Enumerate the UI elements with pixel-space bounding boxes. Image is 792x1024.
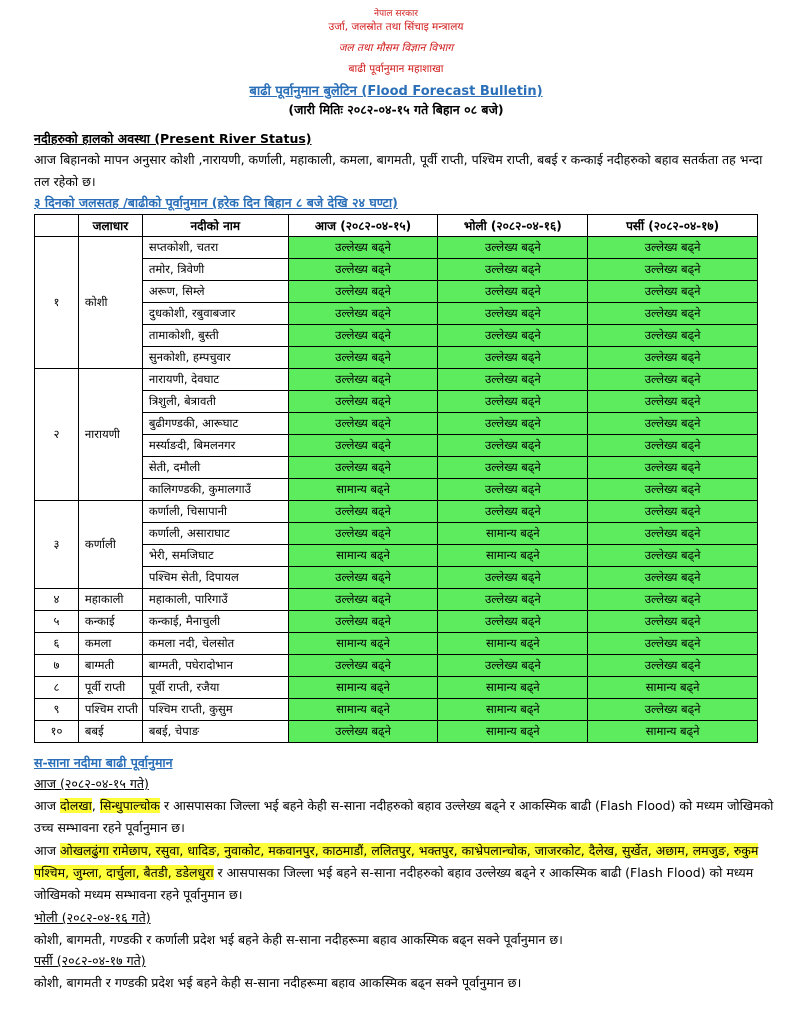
forecast-today: उल्लेख्य बढ्ने xyxy=(288,281,438,303)
forecast-table xyxy=(34,214,758,743)
forecast-tomorrow: उल्लेख्य बढ्ने xyxy=(438,237,588,259)
table-header-row xyxy=(35,215,758,237)
forecast-today: उल्लेख्य बढ्ने xyxy=(288,259,438,281)
river-station: पश्चिम सेती, दिपायल xyxy=(142,567,288,589)
forecast-today: उल्लेख्य बढ्ने xyxy=(288,501,438,523)
forecast-dayafter: उल्लेख्य बढ्ने xyxy=(588,545,758,567)
table-row xyxy=(35,545,758,567)
table-row xyxy=(35,699,758,721)
river-status-heading-text: नदीहरुको हालको अवस्था (Present River Status) xyxy=(34,131,312,146)
forecast-today: उल्लेख्य बढ्ने xyxy=(288,523,438,545)
forecast-tomorrow: उल्लेख्य बढ्ने xyxy=(438,501,588,523)
river-station: तामाकोशी, बुस्ती xyxy=(142,325,288,347)
col-header-basin: जलाधार xyxy=(78,215,142,237)
forecast-dayafter: उल्लेख्य बढ्ने xyxy=(588,347,758,369)
river-station: दुधकोशी, रबुवाबजार xyxy=(142,303,288,325)
table-row xyxy=(35,413,758,435)
forecast-today: सामान्य बढ्ने xyxy=(288,633,438,655)
tomorrow-label xyxy=(34,907,776,929)
river-station: कमला नदी, चेलसोत xyxy=(142,633,288,655)
forecast-tomorrow: उल्लेख्य बढ्ने xyxy=(438,413,588,435)
river-station: कर्णाली, असाराघाट xyxy=(142,523,288,545)
table-row xyxy=(35,369,758,391)
basin-name: बाग्मती xyxy=(78,655,142,677)
today-paragraph-2 xyxy=(34,840,776,906)
forecast-dayafter: उल्लेख्य बढ्ने xyxy=(588,237,758,259)
forecast-today: उल्लेख्य बढ्ने xyxy=(288,325,438,347)
forecast-tomorrow: उल्लेख्य बढ्ने xyxy=(438,479,588,501)
forecast-tomorrow: सामान्य बढ्ने xyxy=(438,545,588,567)
forecast-tomorrow: उल्लेख्य बढ्ने xyxy=(438,655,588,677)
forecast-tomorrow: उल्लेख्य बढ्ने xyxy=(438,281,588,303)
small-rivers-heading xyxy=(34,752,776,774)
table-row xyxy=(35,501,758,523)
river-station: भेरी, समजिघाट xyxy=(142,545,288,567)
forecast-tomorrow: सामान्य बढ्ने xyxy=(438,721,588,743)
forecast-today: उल्लेख्य बढ्ने xyxy=(288,435,438,457)
forecast-tomorrow: उल्लेख्य बढ्ने xyxy=(438,435,588,457)
col-header-tomorrow: भोली (२०८२-०४-१६) xyxy=(438,215,588,237)
forecast-today: उल्लेख्य बढ्ने xyxy=(288,457,438,479)
forecast-tomorrow: उल्लेख्य बढ्ने xyxy=(438,303,588,325)
tomorrow-label-text: भोली (२०८२-०४-१६ गते) xyxy=(34,910,151,925)
col-header-dayafter: पर्सी (२०८२-०४-१७) xyxy=(588,215,758,237)
forecast-tomorrow: उल्लेख्य बढ्ने xyxy=(438,589,588,611)
tomorrow-text: कोशी, बागमती, गण्डकी र कर्णाली प्रदेश भई बहने केही स-साना नदीहरूमा बहाव आकस्मिक बढ्न सक्ने पूर्वानुमान छ। xyxy=(34,932,563,947)
forecast-today: सामान्य बढ्ने xyxy=(288,479,438,501)
forecast-today: सामान्य बढ्ने xyxy=(288,677,438,699)
river-station: सेती, दमौली xyxy=(142,457,288,479)
river-station: सुनकोशी, हम्पचुवार xyxy=(142,347,288,369)
forecast-dayafter: उल्लेख्य बढ्ने xyxy=(588,699,758,721)
gov-line: नेपाल सरकार xyxy=(373,9,419,19)
today-p2-districts: ओखलढुंगा रामेछाप, रसुवा, धादिङ, नुवाकोट, मकवानपुर, काठमाडौं, ललितपुर, भक्तपुर, काभ्रेपलान्चोक, जाजरकोट, दैलेख, सुर्खेत, अछाम, लमजुङ, रुकुम पश्चिम, जुम्ला, दार्चुला, बैतडी, डडेलधुरा xyxy=(34,843,759,880)
river-station: पश्चिम राप्ती, कुसुम xyxy=(142,699,288,721)
basin-number: १ xyxy=(35,237,79,369)
dayafter-label xyxy=(34,950,776,972)
forecast-tomorrow: उल्लेख्य बढ्ने xyxy=(438,391,588,413)
forecast-today: उल्लेख्य बढ्ने xyxy=(288,237,438,259)
forecast-tomorrow: सामान्य बढ्ने xyxy=(438,523,588,545)
river-status-text: आज बिहानको मापन अनुसार कोशी ,नारायणी, कर्णाली, महाकाली, कमला, बागमती, पूर्वी राप्ती, पश्चिम राप्ती, बबई र कन्काई नदीहरुको बहाव सतर्कता तह भन्दा तल रहेको छ। xyxy=(34,152,763,189)
river-station: मर्स्याङदी, बिमलनगर xyxy=(142,435,288,457)
forecast-tomorrow: उल्लेख्य बढ्ने xyxy=(438,347,588,369)
forecast-dayafter: उल्लेख्य बढ्ने xyxy=(588,391,758,413)
river-station: पूर्वी राप्ती, रजैया xyxy=(142,677,288,699)
river-station: कन्काई, मैनाचुली xyxy=(142,611,288,633)
basin-number: १० xyxy=(35,721,79,743)
table-row xyxy=(35,391,758,413)
forecast-tomorrow: सामान्य बढ्ने xyxy=(438,677,588,699)
basin-name: महाकाली xyxy=(78,589,142,611)
forecast-heading xyxy=(34,192,776,214)
today-paragraph-1 xyxy=(34,795,776,839)
forecast-today: उल्लेख्य बढ्ने xyxy=(288,589,438,611)
river-station: तमोर, त्रिवेणी xyxy=(142,259,288,281)
table-row xyxy=(35,523,758,545)
river-status-heading xyxy=(34,128,776,150)
forecast-dayafter: उल्लेख्य बढ्ने xyxy=(588,435,758,457)
today-p1-sep: , xyxy=(91,798,100,813)
forecast-dayafter: उल्लेख्य बढ्ने xyxy=(588,523,758,545)
forecast-dayafter: उल्लेख्य बढ्ने xyxy=(588,633,758,655)
today-p2-rest: र आसपासका जिल्ला भई बहने स-साना नदीहरुको बहाव उल्लेख्य बढ्ने र आकस्मिक बाढी (Flash Flood) को मध्यम जोखिमको मध्यम सम्भावना रहने पूर्वानुमान छ। xyxy=(34,865,754,902)
today-label-text: आज (२०८२-०४-१५ गते) xyxy=(34,776,149,791)
forecast-dayafter: उल्लेख्य बढ्ने xyxy=(588,325,758,347)
forecast-dayafter: उल्लेख्य बढ्ने xyxy=(588,303,758,325)
table-row xyxy=(35,325,758,347)
forecast-dayafter: उल्लेख्य बढ्ने xyxy=(588,479,758,501)
dayafter-label-text: पर्सी (२०८२-०४-१७ गते) xyxy=(34,953,146,968)
table-row xyxy=(35,281,758,303)
forecast-dayafter: सामान्य बढ्ने xyxy=(588,677,758,699)
today-p2-lead: आज xyxy=(34,843,61,858)
basin-name: कन्काई xyxy=(78,611,142,633)
table-row xyxy=(35,655,758,677)
forecast-today: उल्लेख्य बढ्ने xyxy=(288,567,438,589)
forecast-today: सामान्य बढ्ने xyxy=(288,545,438,567)
basin-number: ८ xyxy=(35,677,79,699)
today-p1-rest: र आसपासका जिल्ला भई बहने केही स-साना नदीहरुको बहाव उल्लेख्य बढ्ने र आकस्मिक बाढी (Flash Flood) को मध्यम जोखिमको उच्च सम्भावना रहने पूर्वानुमान छ। xyxy=(34,798,774,835)
basin-number: ९ xyxy=(35,699,79,721)
forecast-dayafter: उल्लेख्य बढ्ने xyxy=(588,413,758,435)
table-row xyxy=(35,721,758,743)
forecast-today: उल्लेख्य बढ्ने xyxy=(288,611,438,633)
forecast-today: सामान्य बढ्ने xyxy=(288,699,438,721)
forecast-heading-text: ३ दिनको जलसतह /बाढीको पूर्वानुमान (हरेक दिन बिहान ८ बजे देखि २४ घण्टा) xyxy=(34,195,398,210)
table-row xyxy=(35,611,758,633)
basin-name: पूर्वी राप्ती xyxy=(78,677,142,699)
forecast-tomorrow: उल्लेख्य बढ्ने xyxy=(438,611,588,633)
forecast-dayafter: उल्लेख्य बढ्ने xyxy=(588,281,758,303)
issue-date: (जारी मितिः २०८२-०४-१५ गते बिहान ०८ बजे) xyxy=(288,102,504,117)
river-station: सप्तकोशी, चतरा xyxy=(142,237,288,259)
basin-number: ६ xyxy=(35,633,79,655)
river-station: नारायणी, देवघाट xyxy=(142,369,288,391)
river-station: त्रिशुली, बेत्रावती xyxy=(142,391,288,413)
river-station: बबई, चेपाङ xyxy=(142,721,288,743)
table-row xyxy=(35,237,758,259)
basin-number: ५ xyxy=(35,611,79,633)
forecast-today: उल्लेख्य बढ्ने xyxy=(288,303,438,325)
small-rivers-heading-text: स-साना नदीमा बाढी पूर्वानुमान xyxy=(34,755,173,770)
forecast-table-body xyxy=(35,237,758,743)
forecast-today: उल्लेख्य बढ्ने xyxy=(288,413,438,435)
today-p1-lead: आज xyxy=(34,798,61,813)
basin-name: कर्णाली xyxy=(78,501,142,589)
forecast-tomorrow: उल्लेख्य बढ्ने xyxy=(438,325,588,347)
forecast-tomorrow: सामान्य बढ्ने xyxy=(438,633,588,655)
forecast-tomorrow: उल्लेख्य बढ्ने xyxy=(438,259,588,281)
basin-number: ४ xyxy=(35,589,79,611)
forecast-today: उल्लेख्य बढ्ने xyxy=(288,721,438,743)
ministry-line: उर्जा, जलस्रोत तथा सिंचाइ मन्त्रालय xyxy=(328,21,464,33)
table-row xyxy=(35,589,758,611)
river-station: कालिगण्डकी, कुमालगाउँ xyxy=(142,479,288,501)
forecast-tomorrow: उल्लेख्य बढ्ने xyxy=(438,457,588,479)
forecast-today: उल्लेख्य बढ्ने xyxy=(288,347,438,369)
forecast-today: उल्लेख्य बढ्ने xyxy=(288,655,438,677)
col-header-river: नदीको नाम xyxy=(142,215,288,237)
table-row xyxy=(35,677,758,699)
basin-name: कोशी xyxy=(78,237,142,369)
table-row xyxy=(35,303,758,325)
today-p1-district-2: सिन्धुपाल्चोक xyxy=(99,798,161,813)
table-row xyxy=(35,259,758,281)
river-station: महाकाली, पारिगाउँ xyxy=(142,589,288,611)
forecast-dayafter: उल्लेख्य बढ्ने xyxy=(588,457,758,479)
basin-number: ७ xyxy=(35,655,79,677)
table-row xyxy=(35,633,758,655)
division-line: बाढी पूर्वानुमान महाशाखा xyxy=(348,63,444,75)
forecast-dayafter: उल्लेख्य बढ्ने xyxy=(588,655,758,677)
forecast-today: उल्लेख्य बढ्ने xyxy=(288,369,438,391)
today-label xyxy=(34,773,776,795)
river-station: कर्णाली, चिसापानी xyxy=(142,501,288,523)
basin-number: २ xyxy=(35,369,79,501)
table-row xyxy=(35,457,758,479)
table-row xyxy=(35,567,758,589)
river-station: बुढीगण्डकी, आरूघाट xyxy=(142,413,288,435)
basin-name: बबई xyxy=(78,721,142,743)
forecast-dayafter: उल्लेख्य बढ्ने xyxy=(588,611,758,633)
today-p1-district-1: दोलखा xyxy=(60,798,92,813)
bulletin-title: बाढी पूर्वानुमान बुलेटिन (Flood Forecast Bulletin) xyxy=(249,84,543,99)
basin-name: नारायणी xyxy=(78,369,142,501)
basin-name: पश्चिम राप्ती xyxy=(78,699,142,721)
forecast-dayafter: उल्लेख्य बढ्ने xyxy=(588,589,758,611)
forecast-tomorrow: उल्लेख्य बढ्ने xyxy=(438,567,588,589)
col-header-no xyxy=(35,215,79,237)
forecast-dayafter: उल्लेख्य बढ्ने xyxy=(588,567,758,589)
basin-number: ३ xyxy=(35,501,79,589)
forecast-dayafter: उल्लेख्य बढ्ने xyxy=(588,259,758,281)
table-row xyxy=(35,435,758,457)
table-row xyxy=(35,479,758,501)
dayafter-text: कोशी, बागमती र गण्डकी प्रदेश भई बहने केही स-साना नदीहरूमा बहाव आकस्मिक बढ्न सक्ने पूर्वानुमान छ। xyxy=(34,975,522,990)
forecast-dayafter: सामान्य बढ्ने xyxy=(588,721,758,743)
forecast-dayafter: उल्लेख्य बढ्ने xyxy=(588,369,758,391)
table-row xyxy=(35,347,758,369)
forecast-today: उल्लेख्य बढ्ने xyxy=(288,391,438,413)
col-header-today: आज (२०८२-०४-१५) xyxy=(288,215,438,237)
forecast-tomorrow: उल्लेख्य बढ्ने xyxy=(438,369,588,391)
basin-name: कमला xyxy=(78,633,142,655)
forecast-dayafter: उल्लेख्य बढ्ने xyxy=(588,501,758,523)
forecast-tomorrow: सामान्य बढ्ने xyxy=(438,699,588,721)
river-station: अरूण, सिम्ले xyxy=(142,281,288,303)
river-station: बाग्मती, पघेरादोभान xyxy=(142,655,288,677)
department-line: जल तथा मौसम विज्ञान विभाग xyxy=(338,42,454,54)
